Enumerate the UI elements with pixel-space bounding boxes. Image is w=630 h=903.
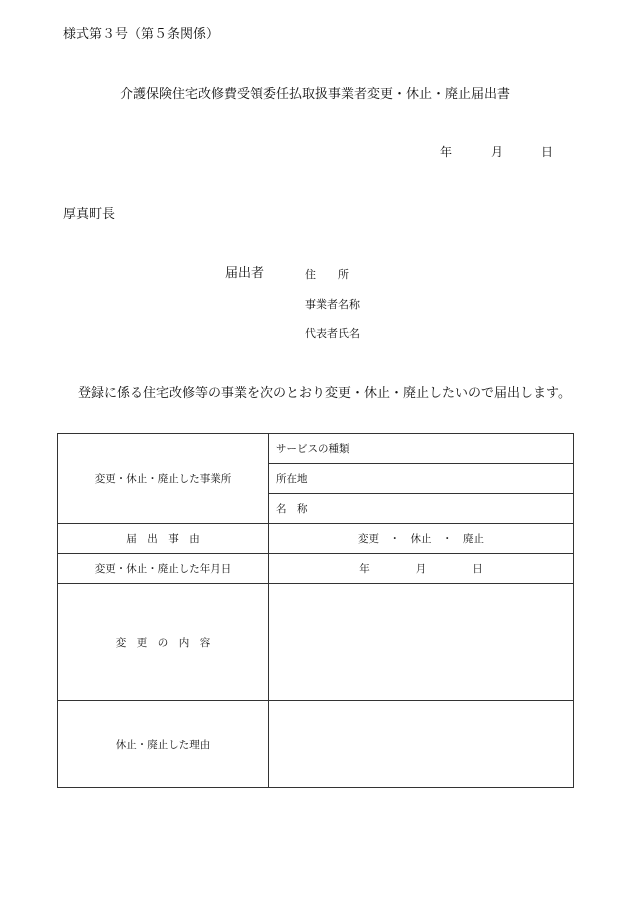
date-changed-month: 月 [415, 563, 427, 575]
date-changed-label: 変更・休止・廃止した年月日 [94, 563, 232, 575]
office-label: 変更・休止・廃止した事業所 [94, 473, 232, 485]
office-label-cell [58, 434, 269, 524]
change-details-input-cell[interactable] [269, 584, 574, 701]
suspension-reason-label-cell [58, 701, 269, 788]
date-month-label: 月 [491, 145, 504, 159]
date-year-label: 年 [440, 145, 453, 159]
applicant-business-name-label: 事業者名称 [305, 298, 360, 311]
date-changed-label-cell [58, 554, 269, 584]
date-changed-day: 日 [472, 563, 483, 575]
applicant-representative-label: 代表者氏名 [305, 327, 360, 340]
suspension-reason-input-cell[interactable] [269, 701, 574, 788]
table-row [58, 524, 574, 554]
change-details-label: 変 更 の 内 容 [115, 636, 211, 649]
date-day-label: 日 [541, 145, 554, 159]
notification-table [57, 433, 574, 788]
date-changed-value-cell[interactable] [269, 554, 574, 584]
reason-category-label-cell [58, 524, 269, 554]
reason-category-label: 届 出 事 由 [126, 533, 200, 545]
table-row [58, 554, 574, 584]
reason-options: 変更 ・ 休止 ・ 廃止 [358, 533, 484, 545]
service-type-cell[interactable] [269, 434, 574, 464]
suspension-reason-label: 休止・廃止した理由 [115, 738, 211, 751]
applicant-label: 届出者 [225, 266, 265, 281]
table-row [58, 434, 574, 464]
date-line [440, 143, 553, 160]
location-label: 所在地 [276, 473, 308, 485]
location-cell[interactable] [269, 464, 574, 494]
name-cell[interactable] [269, 494, 574, 524]
addressee: 厚真町長 [63, 207, 116, 222]
table-row [58, 701, 574, 788]
date-changed-year: 年 [359, 563, 370, 575]
name-label: 名 称 [276, 503, 308, 515]
statement-text: 登録に係る住宅改修等の事業を次のとおり変更・休止・廃止したいので届出します。 [78, 386, 571, 401]
document-title: 介護保険住宅改修費受領委任払取扱事業者変更・休止・廃止届出書 [119, 87, 510, 102]
applicant-address-label: 住 所 [305, 268, 349, 281]
change-details-label-cell [58, 584, 269, 701]
service-type-label: サービスの種類 [276, 443, 350, 455]
reason-options-cell[interactable] [269, 524, 574, 554]
table-row [58, 584, 574, 701]
form-number: 様式第３号（第５条関係） [63, 27, 220, 42]
